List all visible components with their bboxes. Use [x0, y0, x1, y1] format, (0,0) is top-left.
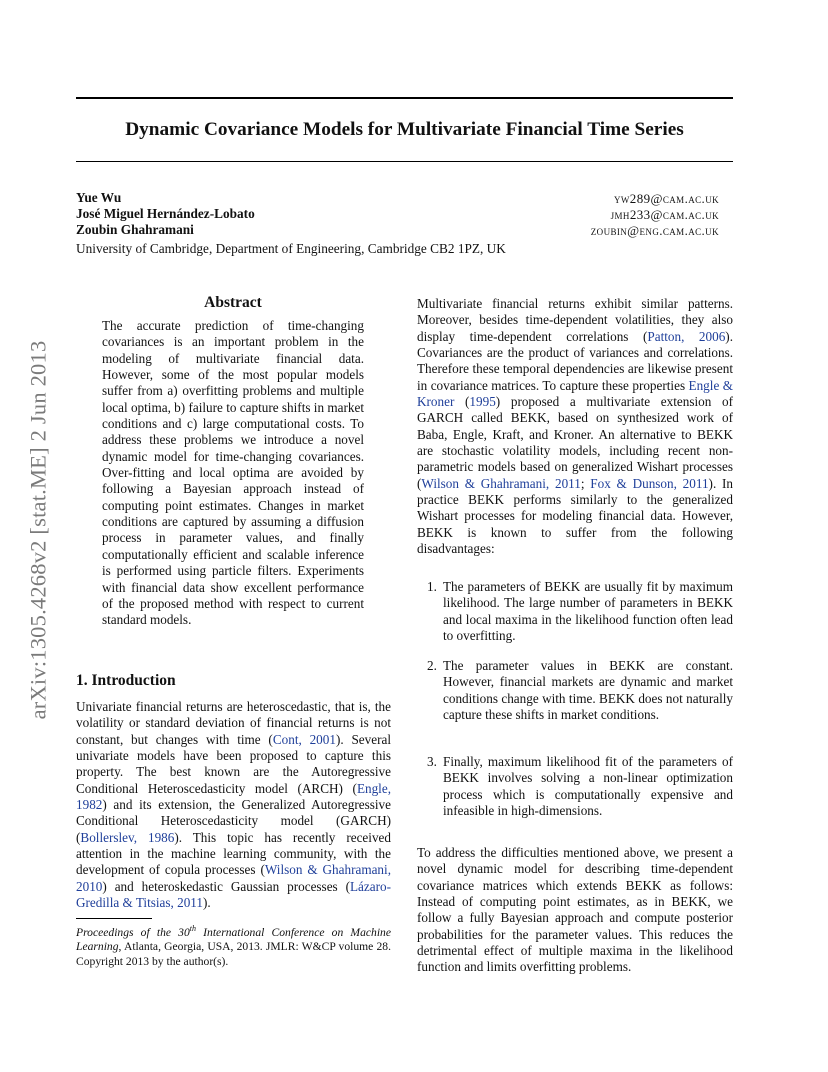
list-text: The parameter values in BEKK are constant. However, financial markets are dynamic and market conditions change with time. BEKK does not naturally capture these shifts in market conditions. [443, 658, 733, 723]
text-run: ) and its extension, the Generalized Autoregressive Conditional Heteroscedasticity model (GARCH) ( [76, 797, 391, 845]
text-run: ). Several univariate models have been proposed to capture this property. The best known are the Autoregressive Conditional Heteroscedasticity model (ARCH) ( [76, 731, 391, 796]
text-run: ; [580, 475, 591, 491]
list-item [427, 658, 733, 723]
list-item [427, 579, 733, 644]
author-email[interactable]: zoubin@eng.cam.ac.uk [590, 223, 719, 238]
citation-link[interactable]: Engle & Kroner [417, 377, 733, 410]
text-run: ). In practice BEKK performs similarly to the generalized Wishart processes for modeling financial data. However, BEKK is known to suffer from the following disadvantages: [417, 475, 733, 557]
text-run: ) and heteroskedastic Gaussian processes ( [102, 878, 350, 894]
right-paragraph-2: To address the difficulties mentioned above, we present a novel dynamic model for describing time-dependent covariance matrices which extends BEKK as follows: Instead of computing point estimates, as in BEKK, we follow a fully Bayesian approach and compute posterior probabilities for the parameter values. This reduces the detrimental effect of multiple maxima in the likelihood function and limits overfitting problems. [417, 845, 733, 975]
author-email[interactable]: yw289@cam.ac.uk [614, 191, 719, 206]
citation-link[interactable]: Bollerslev, 1986 [80, 829, 175, 845]
text-run: Multivariate financial returns exhibit similar patterns. Moreover, besides time-dependent volatilities, they also display time-dependent correlations ( [417, 296, 733, 344]
citation-link[interactable]: Wilson & Ghahramani, 2010 [76, 862, 391, 894]
author-name: Yue Wu [76, 190, 122, 205]
text-run: ). This topic has recently received attention in the machine learning community, with the development of copula processes ( [76, 829, 391, 878]
text-run: ( [454, 394, 470, 410]
citation-link[interactable]: Fox & Dunson, 2011 [590, 475, 709, 491]
citation-link[interactable]: Wilson & Ghahramani, 2011 [421, 475, 581, 491]
footnote-sup: th [189, 924, 197, 933]
text-run: ) proposed a multivariate extension of GARCH called BEKK, based on synthesized work of Baba, Engle, Kraft, and Kroner. An alternative to BEKK are stochastic volatility models, including recent non-parametric models based on generalized Wishart processes ( [417, 394, 733, 491]
affiliation: University of Cambridge, Department of Engineering, Cambridge CB2 1PZ, UK [76, 241, 506, 256]
author-name: Zoubin Ghahramani [76, 222, 194, 237]
text-run: ). Covariances are the product of variances and correlations. Therefore these temporal dependencies are likewise present in covariance matrices. To capture these properties [417, 328, 733, 393]
text-run: ). [203, 895, 211, 911]
list-number: 3. [427, 754, 437, 769]
footnote [76, 922, 391, 970]
title-rule-top [76, 97, 733, 99]
list-text: The parameters of BEKK are usually fit by maximum likelihood. The large number of parameters in BEKK and local maxima in the likelihood function often lead to overfitting. [443, 579, 733, 644]
citation-link[interactable]: Cont, 2001 [272, 731, 336, 747]
citation-link[interactable]: 1995 [469, 394, 496, 410]
list-text: Finally, maximum likelihood fit of the parameters of BEKK involves solving a non-linear optimization process which is computationally expensive and infeasible in high-dimensions. [443, 754, 733, 819]
arxiv-stamp: arXiv:1305.4268v2 [stat.ME] 2 Jun 2013 [25, 340, 51, 720]
citation-link[interactable]: Lázaro-Gredilla & Titsias, 2011 [76, 878, 391, 911]
abstract-heading: Abstract [204, 294, 262, 311]
right-paragraph-1 [417, 296, 733, 558]
footnote-rest: , Atlanta, Georgia, USA, 2013. JMLR: W&CP volume 28. Copyright 2013 by the author(s). [76, 940, 391, 969]
footnote-rule [76, 918, 152, 919]
citation-link[interactable]: Engle, 1982 [76, 780, 391, 813]
section-heading-introduction: 1. Introduction [76, 672, 176, 689]
list-number: 2. [427, 658, 437, 673]
author-email[interactable]: jmh233@cam.ac.uk [610, 207, 719, 222]
citation-link[interactable]: Patton, 2006 [647, 328, 726, 344]
footnote-conference: International Conference on Machine Learning [76, 925, 391, 954]
paper-title: Dynamic Covariance Models for Multivariate Financial Time Series [125, 119, 684, 140]
intro-paragraph [76, 699, 391, 911]
author-name: José Miguel Hernández-Lobato [76, 206, 255, 221]
list-number: 1. [427, 579, 437, 594]
list-item [427, 754, 733, 819]
abstract-text: The accurate prediction of time-changing covariances is an important problem in the modeling of multivariate financial data. However, some of the most popular models suffer from a) overfitting problems and multiple local optima, b) failure to capture shifts in market conditions and c) large computational costs. To address these problems we introduce a novel dynamic model for time-changing covariances. Over-fitting and local optima are avoided by following a Bayesian approach instead of computing point estimates. Changes in market conditions are captured by assuming a diffusion process in parameter values, and finally computationally efficient and scalable inference is performed using particle filters. Experiments with financial data show excellent performance of the proposed method with respect to current standard models. [102, 318, 364, 628]
title-rule-bottom [76, 161, 733, 162]
text-run: Univariate financial returns are heteroscedastic, that is, the volatility or standard deviation of financial returns is not constant, but changes with time ( [76, 699, 391, 747]
footnote-prefix: Proceedings of the 30 [76, 925, 190, 939]
